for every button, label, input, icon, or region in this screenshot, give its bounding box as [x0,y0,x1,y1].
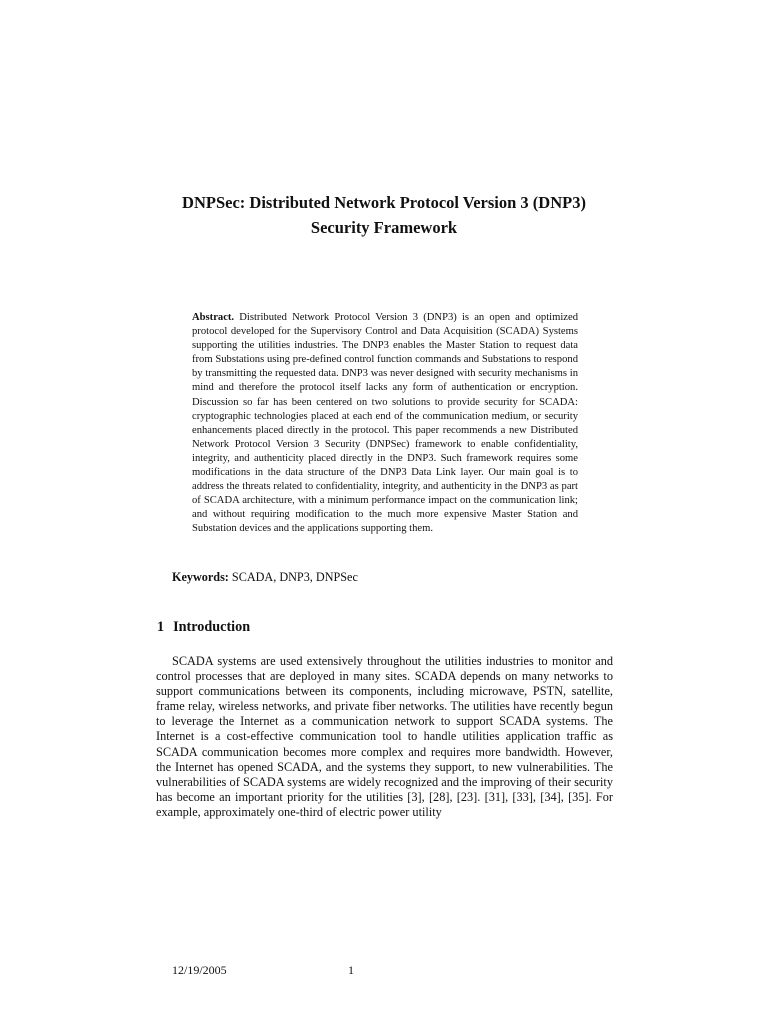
section-heading [157,617,250,637]
page-number: 1 [348,963,354,977]
abstract-text: Distributed Network Protocol Version 3 (DNP3) is an open and optimized protocol developed for the Supervisory Control and Data Acquisition (SCADA) Systems supporting the utilities industries. The DNP3 enables the Master Station to request data from Substations using pre-defined control function commands and Substations to respond by transmitting the requested data. DNP3 was never designed with security mechanisms in mind and therefore the protocol itself lacks any form of authentication or encryption. Discussion so far has been centered on two solutions to provide security for SCADA: cryptographic technologies placed at each end of the communication medium, or security enhancements placed directly in the protocol. This paper recommends a new Distributed Network Protocol Version 3 Security (DNPSec) framework to enable confidentiality, integrity, and authenticity placed directly in the DNP3. Such framework requires some modifications in the data structure of the DNP3 Data Link layer. Our main goal is to address the threats related to confidentiality, integrity, and authenticity in the DNP3 as part of SCADA architecture, with a minimum performance impact on the communication link; and without requiring modification to the much more expensive Master Station and Substation devices and the applications supporting them. [192,312,579,535]
section-title: Introduction [173,619,251,635]
keywords-text: SCADA, DNP3, DNPSec [231,570,358,584]
keywords-line [172,569,358,585]
paper-title-line-1: DNPSec: Distributed Network Protocol Version 3 (DNP3) [182,193,586,212]
footer-date: 12/19/2005 [172,963,227,977]
paper-title [0,190,768,240]
introduction-paragraph: SCADA systems are used extensively throughout the utilities industries to monitor and control processes that are deployed in many sites. SCADA depends on many networks to support communications between its components, including microwave, PSTN, satellite, frame relay, wireless networks, and private fiber networks. The utilities have recently begun to leverage the Internet as a communication network to support SCADA systems. The Internet is a cost-effective communication tool to handle utilities application traffic as SCADA communication becomes more complex and requires more bandwidth. However, the Internet has opened SCADA, and the systems they support, to new vulnerabilities. The vulnerabilities of SCADA systems are widely recognized and the improving of their security has become an important priority for the utilities [3], [28], [23]. [31], [33], [34], [35]. For example, approximately one-third of electric power utility [156,654,613,819]
section-number: 1 [157,619,165,635]
paper-title-line-2: Security Framework [310,218,458,237]
abstract-block [192,311,578,537]
abstract-label: Abstract. [192,312,235,323]
keywords-label: Keywords: [172,570,229,584]
